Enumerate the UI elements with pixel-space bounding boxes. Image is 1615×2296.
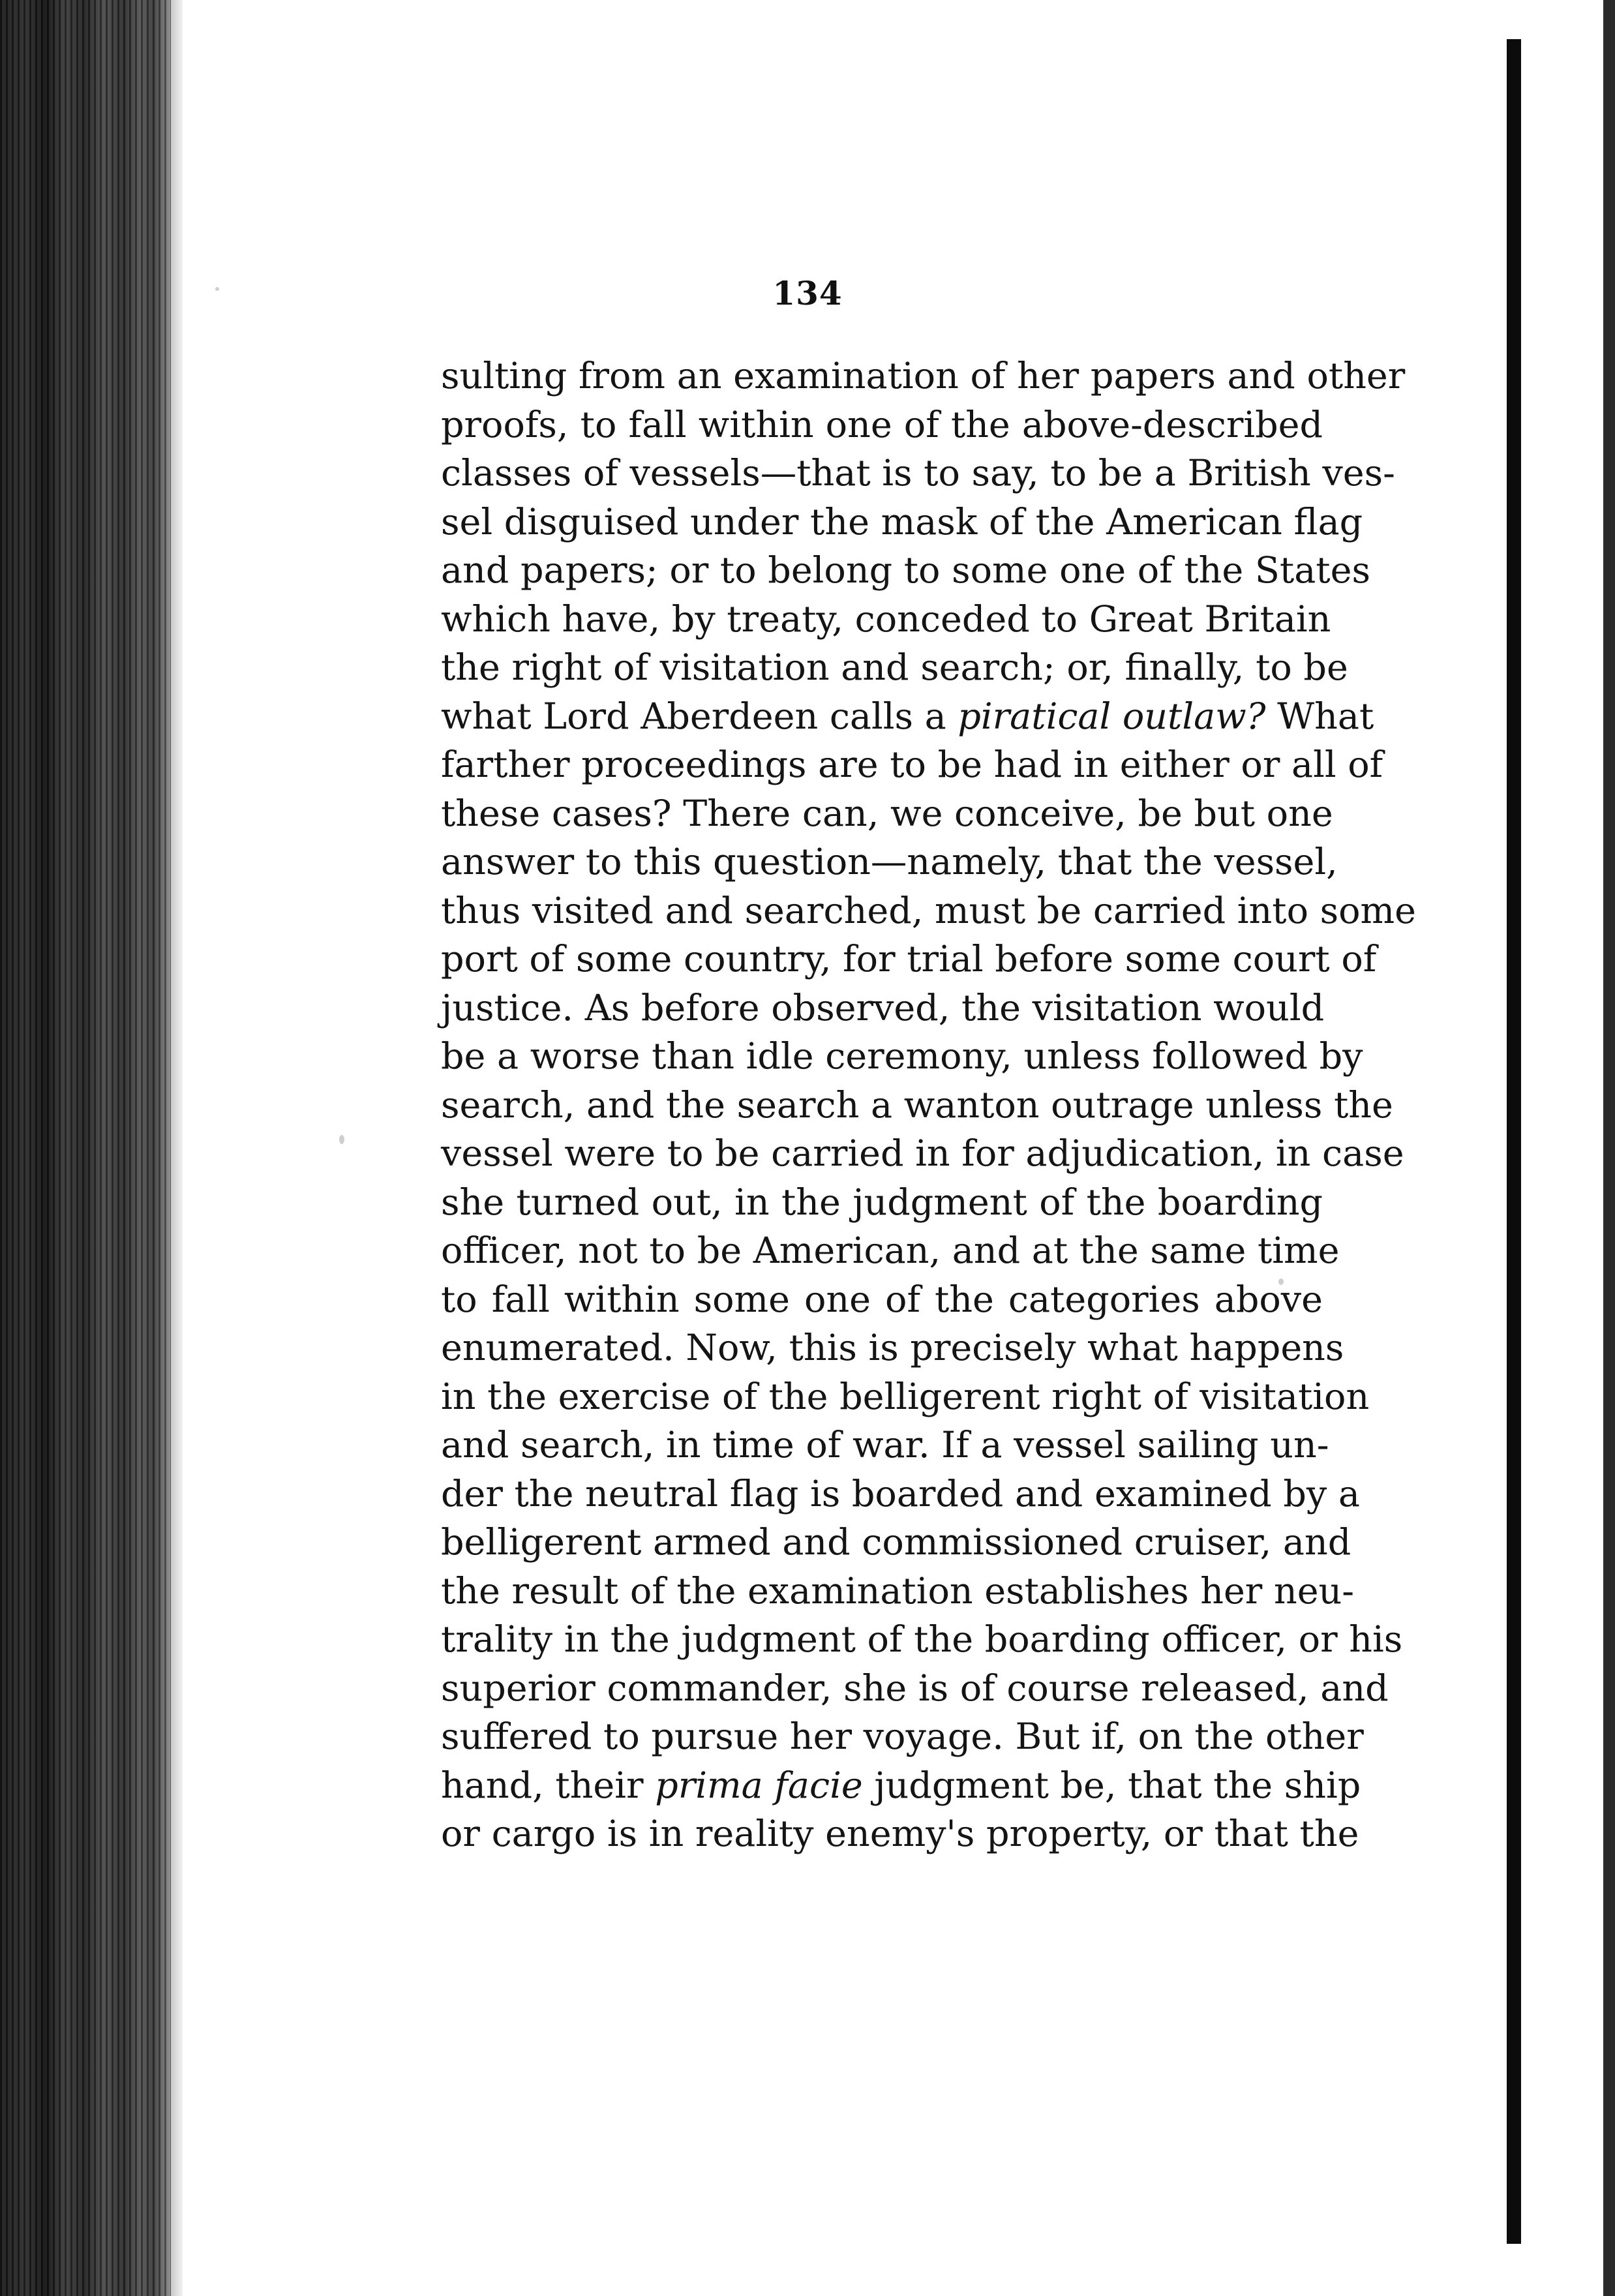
text-line [441, 1324, 1344, 1373]
text-segment: vessel were to be carried in for adjudication, in case [441, 1132, 1404, 1175]
text-line [441, 1665, 1389, 1714]
text-segment: sulting from an examination of her papers and other [441, 355, 1406, 397]
text-segment: belligerent armed and commissioned cruiser, and [441, 1521, 1351, 1563]
text-segment: to fall within some one of the categories above [441, 1278, 1323, 1321]
text-segment: the right of visitation and search; or, finally, to be [441, 646, 1348, 689]
text-line [441, 741, 1383, 790]
text-line [441, 596, 1331, 644]
page-gutter-edge [171, 0, 183, 2296]
text-segment: officer, not to be American, and at the same time [441, 1230, 1340, 1272]
text-segment: answer to this question—namely, that the vessel, [441, 841, 1338, 883]
text-line [441, 1567, 1355, 1616]
text-segment: or cargo is in reality enemy's property, or that the [441, 1813, 1359, 1855]
right-margin-strip [1521, 39, 1615, 2244]
text-segment: judgment be, that the ship [862, 1764, 1361, 1807]
text-line [441, 1518, 1351, 1567]
text-segment: and search, in time of war. If a vessel sailing un- [441, 1424, 1329, 1466]
text-segment: der the neutral flag is boarded and examined by a [441, 1472, 1360, 1515]
text-line [441, 790, 1333, 839]
text-line [441, 498, 1363, 547]
text-line [441, 1373, 1370, 1422]
text-line [441, 935, 1377, 984]
text-segment: what Lord Aberdeen calls a [441, 695, 958, 738]
text-segment: be a worse than idle ceremony, unless followed by [441, 1035, 1363, 1078]
text-line [441, 838, 1338, 887]
text-segment: the result of the examination establishes her neu- [441, 1569, 1355, 1612]
text-line [441, 1179, 1323, 1228]
text-line [441, 1713, 1364, 1762]
text-line [441, 1276, 1323, 1325]
text-segment: What [1265, 695, 1374, 738]
text-line [441, 547, 1370, 596]
text-line [441, 1081, 1393, 1130]
body-text [441, 352, 1417, 1859]
text-segment: in the exercise of the belligerent right of visitation [441, 1375, 1370, 1418]
italic-text: prima facie [655, 1764, 863, 1807]
text-segment: superior commander, she is of course released, and [441, 1667, 1389, 1710]
text-segment: farther proceedings are to be had in either or all of [441, 744, 1383, 786]
text-segment: thus visited and searched, must be carried into some [441, 889, 1417, 932]
text-segment: enumerated. Now, this is precisely what happens [441, 1327, 1344, 1369]
text-line [441, 1421, 1329, 1470]
text-segment: these cases? There can, we conceive, be but one [441, 792, 1333, 835]
text-line [441, 1033, 1363, 1081]
text-segment: she turned out, in the judgment of the boarding [441, 1181, 1323, 1224]
text-line [441, 644, 1348, 693]
right-page-border [1507, 39, 1521, 2244]
text-line [441, 1810, 1359, 1859]
text-segment: search, and the search a wanton outrage unless the [441, 1083, 1393, 1126]
text-segment: sel disguised under the mask of the American flag [441, 500, 1363, 543]
text-segment: proofs, to fall within one of the above-described [441, 403, 1323, 446]
text-line [441, 693, 1374, 742]
text-line [441, 1470, 1360, 1519]
text-line [441, 1227, 1340, 1276]
right-outer-edge [1603, 0, 1615, 2296]
text-line [441, 352, 1406, 401]
text-segment: classes of vessels—that is to say, to be a British ves- [441, 452, 1395, 494]
text-segment: and papers; or to belong to some one of the States [441, 549, 1370, 592]
text-line [441, 984, 1323, 1033]
text-segment: hand, their [441, 1764, 656, 1807]
page-number: 134 [772, 274, 843, 312]
text-segment: which have, by treaty, conceded to Great Britain [441, 597, 1331, 641]
text-line [441, 401, 1323, 450]
text-line [441, 1616, 1403, 1665]
italic-text: piratical outlaw? [958, 695, 1266, 738]
text-line [441, 887, 1417, 936]
text-segment: justice. As before observed, the visitation would [441, 986, 1325, 1029]
text-line [441, 1762, 1361, 1811]
text-segment: trality in the judgment of the boarding officer, or his [441, 1618, 1403, 1661]
text-segment: port of some country, for trial before some court of [441, 938, 1377, 980]
text-line [441, 449, 1395, 498]
spine-page-edges [0, 0, 176, 2296]
text-line [441, 1130, 1404, 1179]
scan-speck [339, 1135, 344, 1144]
text-segment: suffered to pursue her voyage. But if, on the other [441, 1715, 1364, 1758]
